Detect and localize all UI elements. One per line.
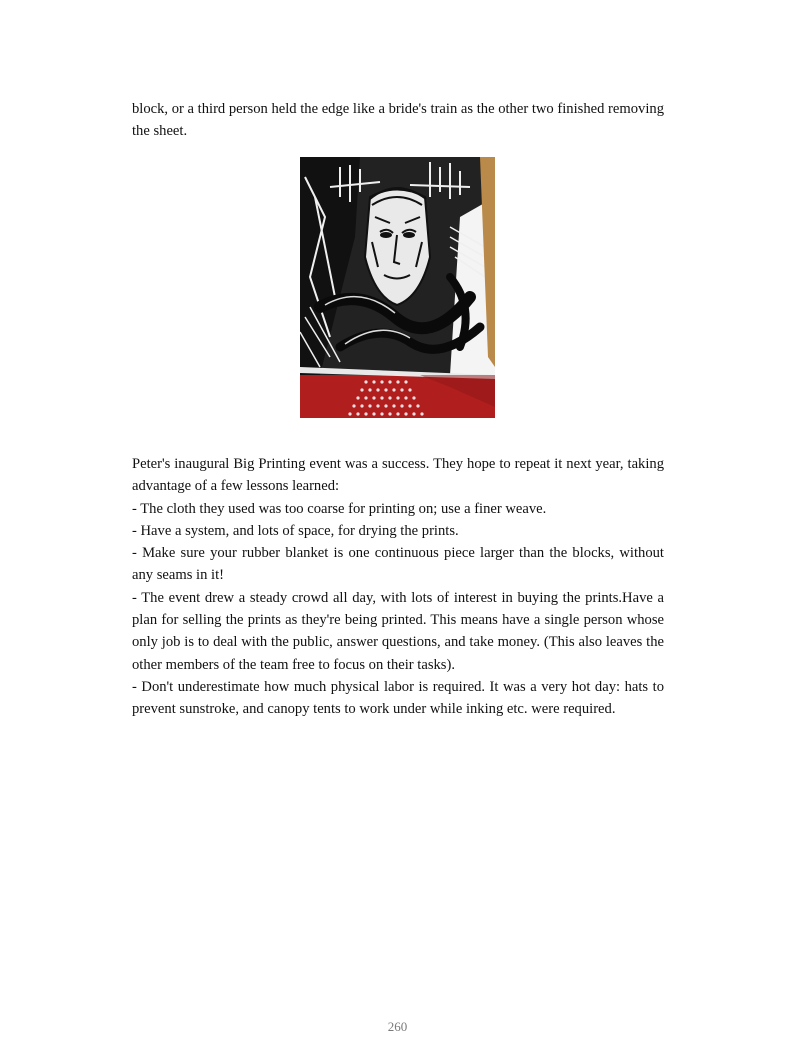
woodcut-print-photo bbox=[300, 157, 495, 418]
lesson-item: - The event drew a steady crowd all day, with lots of interest in buying the prints.Have a plan for selling the prints as they're being printed. This means have a single person whose only job is to deal with the public, answer questions, and take money. (This also leaves the other members of the team free to focus on their tasks). bbox=[132, 589, 664, 673]
continued-paragraph bbox=[132, 98, 664, 143]
woodcut-print-image bbox=[300, 157, 495, 418]
paragraph-text: block, or a third person held the edge like a bride's train as the other two finished removing the sheet. bbox=[132, 101, 664, 140]
lesson-item: - Don't underestimate how much physical labor is required. It was a very hot day: hats to prevent sunstroke, and canopy tents to work under while inking etc. were required. bbox=[132, 678, 664, 718]
lesson-item: - Have a system, and lots of space, for drying the prints. bbox=[132, 522, 459, 539]
lesson-item: - Make sure your rubber blanket is one continuous piece larger than the blocks, without any seams in it! bbox=[132, 545, 664, 584]
page-number: 260 bbox=[387, 1019, 408, 1034]
lesson-item: - The cloth they used was too coarse for printing on; use a finer weave. bbox=[132, 500, 547, 517]
intro-paragraph: Peter's inaugural Big Printing event was a success. They hope to repeat it next year, taking advantage of a few lessons learned: bbox=[132, 456, 664, 495]
lessons-section bbox=[132, 453, 664, 721]
